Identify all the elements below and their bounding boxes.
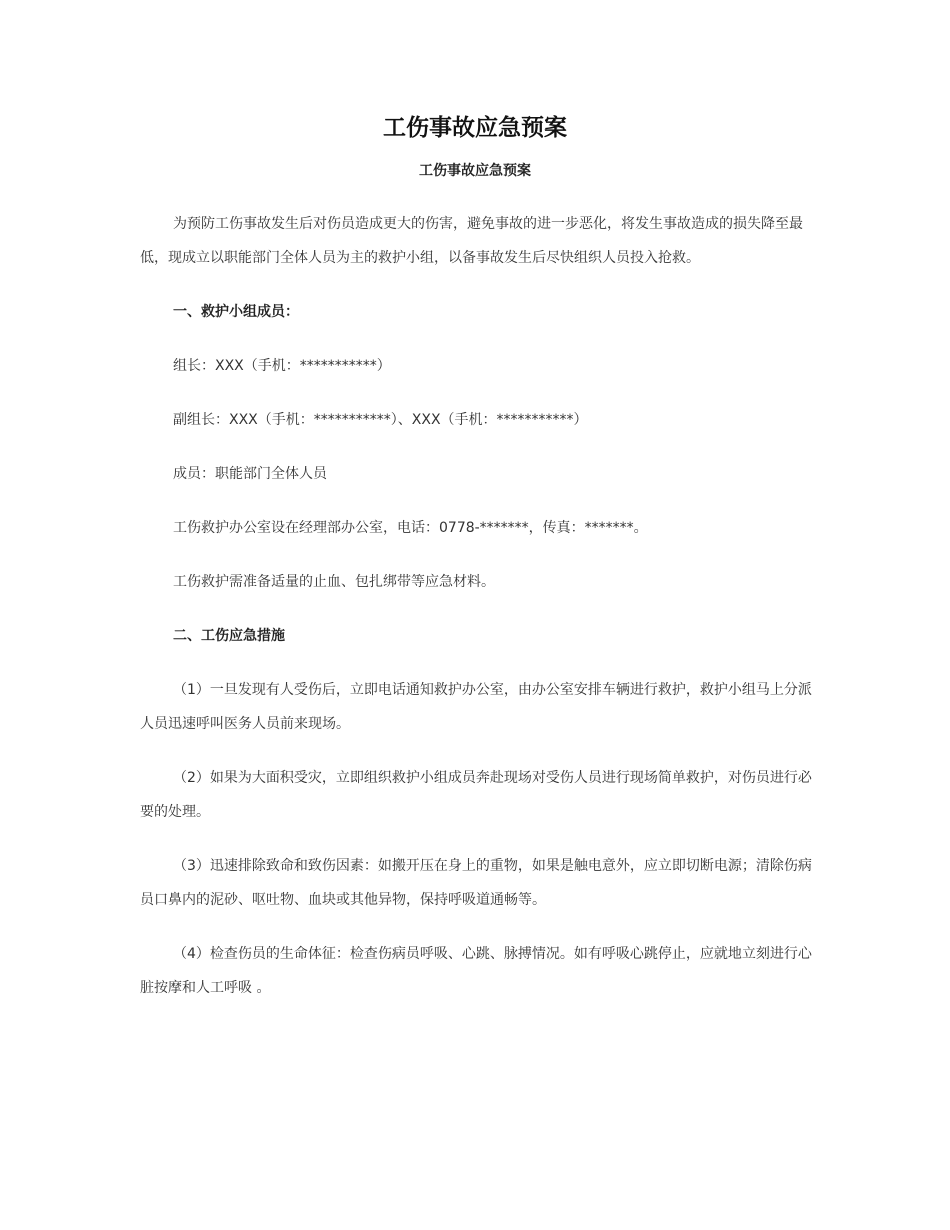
section-heading-measures: 二、工伤应急措施 <box>173 628 285 644</box>
intro-paragraph: 为预防工伤事故发生后对伤员造成更大的伤害，避免事故的进一步恶化，将发生事故造成的损失降至最低，现成立以职能部门全体人员为主的救护小组，以备事故发生后尽快组织人员投入抢救。 <box>140 216 803 266</box>
team-leader-line: 组长：XXX（手机：***********） <box>173 358 391 374</box>
measure-item-2: （2）如果为大面积受灾，立即组织救护小组成员奔赴现场对受伤人员进行现场简单救护，对伤员进行必要的处理。 <box>140 770 812 820</box>
measure-item-4: （4）检查伤员的生命体征：检查伤病员呼吸、心跳、脉搏情况。如有呼吸心跳停止，应就地立刻进行心脏按摩和人工呼吸 。 <box>140 946 812 996</box>
document-title: 工伤事故应急预案 <box>383 115 567 141</box>
office-contact-line: 工伤救护办公室设在经理部办公室，电话：0778-*******，传真：*******。 <box>173 520 648 536</box>
document-subtitle: 工伤事故应急预案 <box>419 163 531 179</box>
members-line: 成员：职能部门全体人员 <box>173 466 327 482</box>
measure-item-1: （1）一旦发现有人受伤后，立即电话通知救护办公室，由办公室安排车辆进行救护，救护小组马上分派人员迅速呼叫医务人员前来现场。 <box>140 682 812 732</box>
document-body <box>140 207 816 1005</box>
deputy-leader-line: 副组长：XXX（手机：***********）、XXX（手机：***********） <box>173 412 588 428</box>
section-heading-rescue-team: 一、救护小组成员： <box>173 304 299 320</box>
materials-line: 工伤救护需准备适量的止血、包扎绑带等应急材料。 <box>173 574 495 590</box>
measure-item-3: （3）迅速排除致命和致伤因素：如搬开压在身上的重物，如果是触电意外，应立即切断电源；清除伤病员口鼻内的泥砂、呕吐物、血块或其他异物，保持呼吸道通畅等。 <box>140 858 812 908</box>
